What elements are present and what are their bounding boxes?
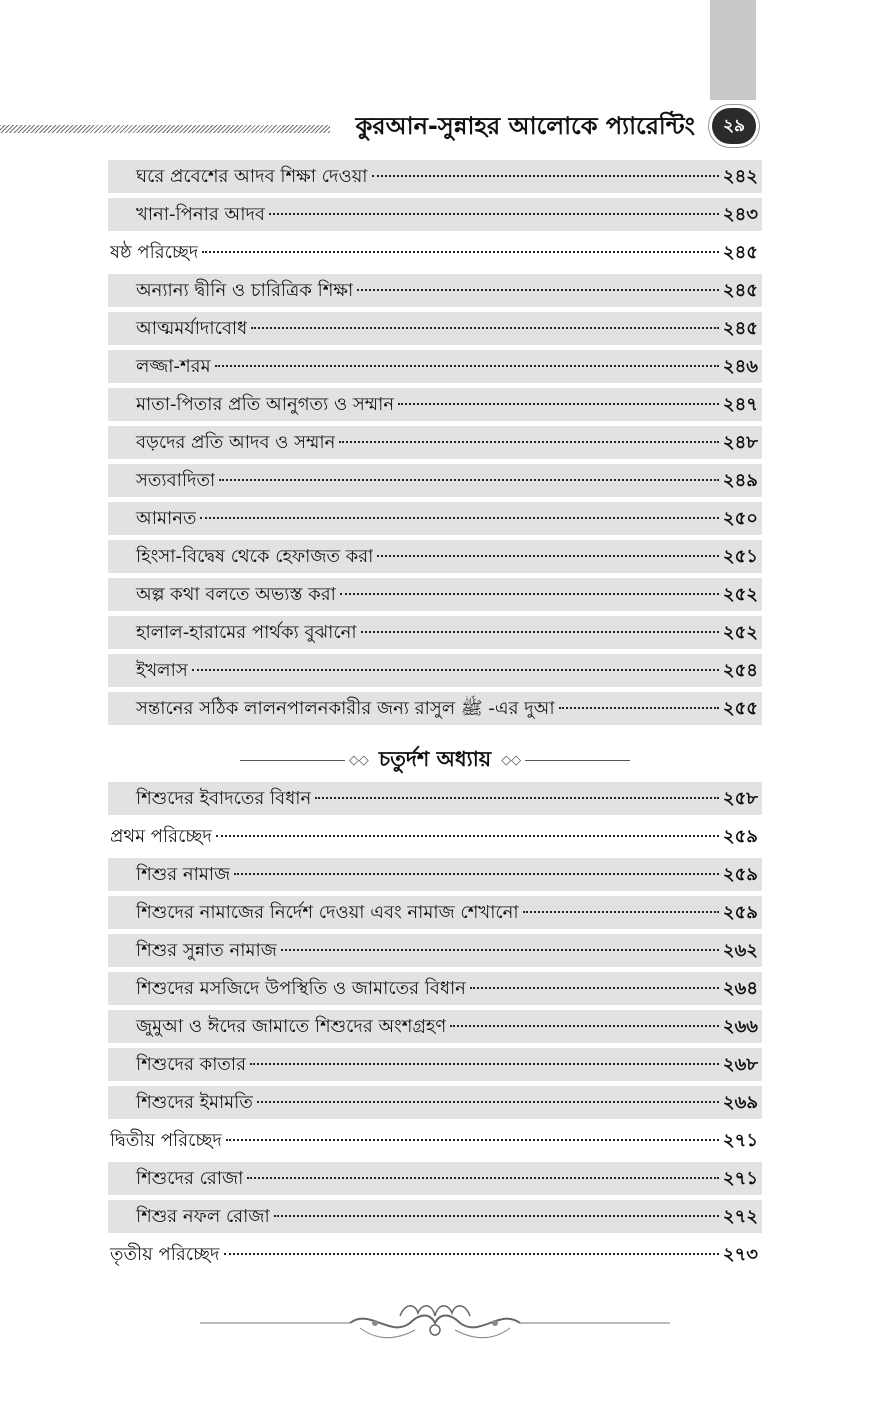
page-number-badge: ২৯ (712, 108, 756, 144)
toc-entry-page: ২৫২ (722, 622, 758, 643)
toc-entry-title: সত্যবাদিতা (136, 470, 216, 491)
toc-entry-title: শিশুদের রোজা (136, 1168, 244, 1189)
toc-entry-page: ২৪৫ (722, 242, 758, 263)
toc-entry-title: অল্প কথা বলতে অভ্যস্ত করা (136, 584, 336, 605)
toc-entry-page: ২৬৪ (722, 978, 758, 999)
dot-leader (200, 517, 718, 519)
toc-entry-page: ২৭৩ (722, 1244, 758, 1265)
toc-entry (108, 464, 762, 497)
dot-leader (234, 873, 719, 875)
toc-entry-page: ২৭১ (722, 1130, 758, 1151)
dot-leader (470, 987, 719, 989)
dot-leader (251, 327, 719, 329)
dot-leader (340, 593, 719, 595)
toc-entry-title: শিশুদের ইমামতি (136, 1092, 253, 1113)
toc-entry-title: শিশুদের ইবাদতের বিধান (136, 788, 312, 809)
toc-entry (108, 654, 762, 687)
toc-entry-title: শিশুদের কাতার (136, 1054, 247, 1075)
toc-entry-title: শিশুর নামাজ (136, 864, 231, 885)
dot-leader (377, 555, 719, 557)
toc-entry-page: ২৫৯ (722, 902, 758, 923)
dot-leader (202, 251, 719, 253)
toc-entry (108, 820, 762, 853)
toc-entry-title: আত্মমর্যাদাবোধ (136, 318, 248, 339)
side-tab (710, 0, 756, 100)
toc-entry-page: ২৬২ (722, 940, 758, 961)
toc-entry-page: ২৪৭ (722, 394, 758, 415)
toc-entry (108, 388, 762, 421)
dot-leader (361, 631, 719, 633)
toc-entry (108, 782, 762, 815)
toc-entry (108, 1086, 762, 1119)
toc-entry-page: ২৫১ (722, 546, 758, 567)
toc-entry (108, 896, 762, 929)
toc-entry (108, 198, 762, 231)
toc-entry-page: ২৪৯ (722, 470, 758, 491)
toc-entry-title: শিশুদের নামাজের নির্দেশ দেওয়া এবং নামাজ শেখানো (136, 902, 519, 923)
toc-entry-title: জুমুআ ও ঈদের জামাতে শিশুদের অংশগ্রহণ (136, 1016, 447, 1037)
toc-list-part1 (108, 160, 762, 730)
toc-entry-page: ২৪৫ (722, 318, 758, 339)
toc-entry-title: তৃতীয় পরিচ্ছেদ (110, 1244, 220, 1265)
toc-entry (108, 692, 762, 725)
toc-entry-title: ষষ্ঠ পরিচ্ছেদ (110, 242, 199, 263)
toc-entry-title: আমানত (136, 508, 197, 529)
toc-entry-page: ২৬৮ (722, 1054, 758, 1075)
toc-entry-page: ২৫৪ (722, 660, 758, 681)
toc-entry (108, 426, 762, 459)
toc-entry-title: সন্তানের সঠিক লালনপালনকারীর জন্য রাসুল ﷺ -এর দুআ (136, 698, 555, 719)
diamond-ornament-icon: ◇◇ (501, 752, 522, 768)
toc-entry-title: অন্যান্য দ্বীনি ও চারিত্রিক শিক্ষা (136, 280, 354, 301)
dot-leader (315, 797, 719, 799)
dot-leader (192, 669, 719, 671)
toc-entry (108, 1238, 762, 1271)
toc-entry (108, 160, 762, 193)
dot-leader (216, 835, 719, 837)
toc-entry (108, 236, 762, 269)
dot-leader (450, 1025, 719, 1027)
dot-leader (250, 1063, 719, 1065)
dot-leader (281, 949, 719, 951)
toc-entry-title: লজ্জা-শরম (136, 356, 211, 377)
dot-leader (257, 1101, 719, 1103)
toc-entry-title: শিশুর সুন্নাত নামাজ (136, 940, 277, 961)
toc-entry-title: হালাল-হারামের পার্থক্য বুঝানো (136, 622, 357, 643)
dot-leader (219, 479, 719, 481)
dot-leader (215, 365, 719, 367)
toc-entry-title: শিশুদের মসজিদে উপস্থিতি ও জামাতের বিধান (136, 978, 466, 999)
toc-entry-page: ২৫৫ (722, 698, 758, 719)
dot-leader (398, 403, 719, 405)
toc-entry-page: ২৫৯ (722, 864, 758, 885)
dot-leader (226, 1139, 719, 1141)
toc-entry (108, 540, 762, 573)
toc-entry (108, 1200, 762, 1233)
toc-entry-title: শিশুর নফল রোজা (136, 1206, 270, 1227)
header-hatch-rule (0, 125, 330, 133)
toc-entry (108, 616, 762, 649)
toc-entry-page: ২৫৮ (722, 788, 758, 809)
chapter-heading (240, 742, 630, 778)
toc-entry (108, 858, 762, 891)
toc-entry-page: ২৫৯ (722, 826, 758, 847)
running-header-title: কুরআন-সুন্নাহর আলোকে প্যারেন্টিং (355, 112, 695, 140)
toc-entry-page: ২৪৬ (722, 356, 758, 377)
toc-entry (108, 502, 762, 535)
dot-leader (372, 175, 719, 177)
toc-entry (108, 934, 762, 967)
toc-entry-page: ২৭২ (722, 1206, 758, 1227)
toc-entry-page: ২৪৫ (722, 280, 758, 301)
toc-entry (108, 972, 762, 1005)
toc-entry (108, 312, 762, 345)
toc-entry-title: ইখলাস (136, 660, 188, 681)
toc-entry-title: বড়দের প্রতি আদব ও সম্মান (136, 432, 336, 453)
chapter-rule-left (240, 760, 345, 761)
dot-leader (559, 707, 719, 709)
toc-entry-page: ২৪২ (722, 166, 758, 187)
dot-leader (274, 1215, 719, 1217)
toc-entry (108, 1124, 762, 1157)
floral-ornament-icon (200, 1298, 670, 1348)
toc-entry-title: প্রথম পরিচ্ছেদ (110, 826, 212, 847)
chapter-title: চতুর্দশ অধ্যায় (378, 746, 492, 771)
toc-entry-title: দ্বিতীয় পরিচ্ছেদ (110, 1130, 222, 1151)
toc-entry (108, 1162, 762, 1195)
dot-leader (339, 441, 719, 443)
toc-entry-page: ২৭১ (722, 1168, 758, 1189)
dot-leader (357, 289, 719, 291)
toc-entry-page: ২৪৩ (722, 204, 758, 225)
toc-entry (108, 350, 762, 383)
toc-entry-page: ২৫০ (722, 508, 758, 529)
dot-leader (247, 1177, 719, 1179)
dot-leader (269, 213, 719, 215)
toc-entry-title: মাতা-পিতার প্রতি আনুগত্য ও সম্মান (136, 394, 395, 415)
dot-leader (523, 911, 719, 913)
dot-leader (224, 1253, 719, 1255)
toc-entry-page: ২৬৬ (722, 1016, 758, 1037)
toc-list-part2 (108, 782, 762, 1276)
toc-entry-page: ২৬৯ (722, 1092, 758, 1113)
toc-entry-title: হিংসা-বিদ্বেষ থেকে হেফাজত করা (136, 546, 374, 567)
diamond-ornament-icon: ◇◇ (348, 752, 369, 768)
toc-entry-title: ঘরে প্রবেশের আদব শিক্ষা দেওয়া (136, 166, 368, 187)
toc-entry-page: ২৪৮ (722, 432, 758, 453)
toc-entry (108, 1048, 762, 1081)
toc-entry-page: ২৫২ (722, 584, 758, 605)
toc-entry (108, 1010, 762, 1043)
toc-entry (108, 578, 762, 611)
chapter-rule-right (525, 760, 630, 761)
toc-entry (108, 274, 762, 307)
toc-entry-title: খানা-পিনার আদব (136, 204, 265, 225)
